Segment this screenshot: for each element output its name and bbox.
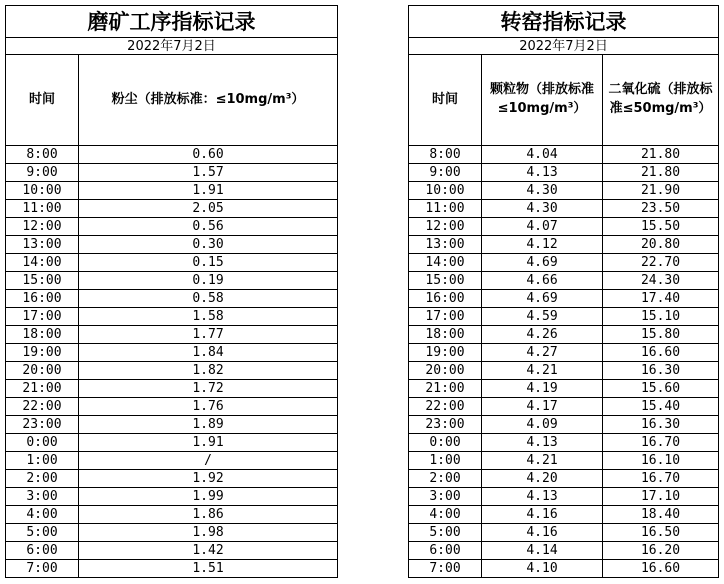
- kiln-cell-so2: 24.30: [603, 272, 719, 290]
- kiln-cell-time: 10:00: [409, 182, 482, 200]
- kiln-cell-so2: 16.70: [603, 434, 719, 452]
- kiln-cell-so2: 15.50: [603, 218, 719, 236]
- kiln-cell-so2: 21.90: [603, 182, 719, 200]
- mill-cell-dust: 0.56: [79, 218, 338, 236]
- kiln-cell-time: 2:00: [409, 470, 482, 488]
- kiln-cell-so2: 23.50: [603, 200, 719, 218]
- mill-cell-dust: 1.82: [79, 362, 338, 380]
- kiln-cell-time: 19:00: [409, 344, 482, 362]
- kiln-cell-pm: 4.12: [482, 236, 603, 254]
- kiln-col-time-header: 时间: [409, 55, 482, 146]
- kiln-cell-time: 22:00: [409, 398, 482, 416]
- table-row: [6, 182, 338, 200]
- kiln-cell-time: 0:00: [409, 434, 482, 452]
- table-row: [409, 560, 719, 578]
- kiln-cell-so2: 16.30: [603, 362, 719, 380]
- kiln-cell-so2: 16.10: [603, 452, 719, 470]
- kiln-cell-so2: 18.40: [603, 506, 719, 524]
- mill-cell-dust: 1.99: [79, 488, 338, 506]
- mill-cell-time: 1:00: [6, 452, 79, 470]
- kiln-cell-so2: 15.10: [603, 308, 719, 326]
- table-row: [6, 416, 338, 434]
- kiln-cell-pm: 4.30: [482, 200, 603, 218]
- kiln-cell-pm: 4.14: [482, 542, 603, 560]
- kiln-cell-time: 18:00: [409, 326, 482, 344]
- kiln-cell-pm: 4.66: [482, 272, 603, 290]
- kiln-cell-time: 9:00: [409, 164, 482, 182]
- mill-cell-dust: 1.77: [79, 326, 338, 344]
- mill-cell-time: 0:00: [6, 434, 79, 452]
- mill-cell-time: 20:00: [6, 362, 79, 380]
- kiln-cell-time: 20:00: [409, 362, 482, 380]
- table-row: [409, 182, 719, 200]
- mill-cell-time: 16:00: [6, 290, 79, 308]
- kiln-cell-pm: 4.69: [482, 254, 603, 272]
- table-row: [409, 452, 719, 470]
- table-row: [6, 200, 338, 218]
- mill-cell-dust: 1.84: [79, 344, 338, 362]
- kiln-cell-so2: 22.70: [603, 254, 719, 272]
- mill-cell-time: 4:00: [6, 506, 79, 524]
- kiln-cell-pm: 4.07: [482, 218, 603, 236]
- kiln-cell-so2: 16.30: [603, 416, 719, 434]
- mill-cell-dust: 1.86: [79, 506, 338, 524]
- kiln-cell-so2: 20.80: [603, 236, 719, 254]
- mill-cell-time: 23:00: [6, 416, 79, 434]
- mill-cell-time: 14:00: [6, 254, 79, 272]
- mill-col-dust-header: 粉尘（排放标准：≤10mg/m³）: [79, 55, 338, 146]
- table-row: [6, 506, 338, 524]
- mill-cell-time: 5:00: [6, 524, 79, 542]
- kiln-record-table: [408, 5, 719, 578]
- kiln-cell-so2: 16.60: [603, 344, 719, 362]
- kiln-cell-pm: 4.26: [482, 326, 603, 344]
- mill-table-title: 磨矿工序指标记录: [6, 6, 338, 38]
- table-row: [6, 254, 338, 272]
- kiln-cell-pm: 4.21: [482, 362, 603, 380]
- mill-cell-dust: 2.05: [79, 200, 338, 218]
- kiln-cell-pm: 4.10: [482, 560, 603, 578]
- kiln-cell-pm: 4.09: [482, 416, 603, 434]
- kiln-cell-time: 23:00: [409, 416, 482, 434]
- kiln-cell-pm: 4.19: [482, 380, 603, 398]
- kiln-cell-pm: 4.30: [482, 182, 603, 200]
- table-row: [6, 362, 338, 380]
- mill-cell-time: 17:00: [6, 308, 79, 326]
- kiln-cell-so2: 15.40: [603, 398, 719, 416]
- mill-cell-time: 13:00: [6, 236, 79, 254]
- mill-cell-time: 6:00: [6, 542, 79, 560]
- kiln-cell-pm: 4.16: [482, 506, 603, 524]
- table-row: [6, 398, 338, 416]
- table-row: [409, 470, 719, 488]
- mill-cell-dust: 1.58: [79, 308, 338, 326]
- table-row: [409, 254, 719, 272]
- mill-cell-dust: 1.89: [79, 416, 338, 434]
- kiln-cell-so2: 15.60: [603, 380, 719, 398]
- mill-col-time-header: 时间: [6, 55, 79, 146]
- kiln-cell-time: 7:00: [409, 560, 482, 578]
- mill-cell-dust: 1.91: [79, 182, 338, 200]
- kiln-cell-pm: 4.16: [482, 524, 603, 542]
- kiln-cell-time: 14:00: [409, 254, 482, 272]
- table-row: [6, 290, 338, 308]
- mill-cell-time: 21:00: [6, 380, 79, 398]
- kiln-cell-pm: 4.13: [482, 164, 603, 182]
- table-row: [6, 344, 338, 362]
- table-row: [409, 524, 719, 542]
- mill-cell-dust: 0.58: [79, 290, 338, 308]
- table-row: [6, 488, 338, 506]
- mill-cell-dust: 1.98: [79, 524, 338, 542]
- table-row: [6, 452, 338, 470]
- mill-cell-time: 19:00: [6, 344, 79, 362]
- mill-cell-time: 7:00: [6, 560, 79, 578]
- table-row: [6, 380, 338, 398]
- mill-cell-time: 15:00: [6, 272, 79, 290]
- kiln-cell-so2: 16.60: [603, 560, 719, 578]
- mill-cell-time: 12:00: [6, 218, 79, 236]
- mill-cell-time: 18:00: [6, 326, 79, 344]
- table-row: [409, 416, 719, 434]
- table-row: [409, 542, 719, 560]
- kiln-cell-so2: 17.10: [603, 488, 719, 506]
- table-row: [409, 506, 719, 524]
- table-row: [409, 434, 719, 452]
- kiln-cell-so2: 16.70: [603, 470, 719, 488]
- kiln-cell-pm: 4.21: [482, 452, 603, 470]
- mill-cell-time: 22:00: [6, 398, 79, 416]
- table-row: [409, 272, 719, 290]
- kiln-cell-pm: 4.59: [482, 308, 603, 326]
- kiln-cell-pm: 4.04: [482, 146, 603, 164]
- mill-cell-dust: 1.91: [79, 434, 338, 452]
- table-row: [6, 542, 338, 560]
- kiln-cell-time: 15:00: [409, 272, 482, 290]
- kiln-cell-time: 6:00: [409, 542, 482, 560]
- kiln-cell-pm: 4.20: [482, 470, 603, 488]
- mill-record-table: [5, 5, 338, 578]
- table-row: [409, 200, 719, 218]
- mill-cell-dust: 0.60: [79, 146, 338, 164]
- table-row: [409, 344, 719, 362]
- kiln-cell-time: 5:00: [409, 524, 482, 542]
- kiln-cell-so2: 21.80: [603, 146, 719, 164]
- kiln-cell-time: 1:00: [409, 452, 482, 470]
- table-row: [6, 272, 338, 290]
- kiln-cell-time: 13:00: [409, 236, 482, 254]
- kiln-cell-time: 12:00: [409, 218, 482, 236]
- table-row: [6, 218, 338, 236]
- kiln-cell-time: 3:00: [409, 488, 482, 506]
- table-row: [6, 164, 338, 182]
- mill-cell-dust: 1.51: [79, 560, 338, 578]
- table-row: [409, 146, 719, 164]
- table-row: [409, 398, 719, 416]
- mill-cell-dust: 1.92: [79, 470, 338, 488]
- kiln-cell-pm: 4.17: [482, 398, 603, 416]
- kiln-cell-so2: 16.20: [603, 542, 719, 560]
- kiln-cell-time: 11:00: [409, 200, 482, 218]
- mill-table-date: 2022年7月2日: [6, 38, 338, 55]
- mill-cell-dust: 1.57: [79, 164, 338, 182]
- mill-cell-time: 10:00: [6, 182, 79, 200]
- mill-cell-dust: 1.76: [79, 398, 338, 416]
- table-row: [409, 326, 719, 344]
- mill-cell-time: 9:00: [6, 164, 79, 182]
- table-row: [409, 488, 719, 506]
- table-row: [409, 380, 719, 398]
- table-row: [6, 524, 338, 542]
- mill-cell-dust: 1.42: [79, 542, 338, 560]
- table-row: [409, 308, 719, 326]
- kiln-cell-pm: 4.13: [482, 488, 603, 506]
- table-row: [6, 560, 338, 578]
- kiln-cell-so2: 21.80: [603, 164, 719, 182]
- kiln-cell-pm: 4.27: [482, 344, 603, 362]
- mill-cell-time: 8:00: [6, 146, 79, 164]
- mill-cell-time: 2:00: [6, 470, 79, 488]
- kiln-cell-time: 16:00: [409, 290, 482, 308]
- kiln-table-title: 转窑指标记录: [409, 6, 719, 38]
- kiln-cell-pm: 4.69: [482, 290, 603, 308]
- table-row: [409, 236, 719, 254]
- mill-cell-time: 11:00: [6, 200, 79, 218]
- kiln-col-pm-header: 颗粒物（排放标准≤10mg/m³）: [482, 55, 603, 146]
- kiln-cell-so2: 16.50: [603, 524, 719, 542]
- table-row: [6, 236, 338, 254]
- table-row: [6, 326, 338, 344]
- mill-cell-dust: 0.19: [79, 272, 338, 290]
- kiln-cell-time: 4:00: [409, 506, 482, 524]
- kiln-col-so2-header: 二氧化硫（排放标准≤50mg/m³）: [603, 55, 719, 146]
- kiln-cell-so2: 15.80: [603, 326, 719, 344]
- table-row: [409, 362, 719, 380]
- kiln-cell-time: 17:00: [409, 308, 482, 326]
- table-row: [409, 290, 719, 308]
- kiln-cell-so2: 17.40: [603, 290, 719, 308]
- mill-cell-time: 3:00: [6, 488, 79, 506]
- mill-cell-dust: 0.15: [79, 254, 338, 272]
- kiln-table-date: 2022年7月2日: [409, 38, 719, 55]
- table-row: [6, 434, 338, 452]
- table-row: [6, 470, 338, 488]
- table-row: [6, 146, 338, 164]
- table-row: [6, 308, 338, 326]
- table-row: [409, 164, 719, 182]
- kiln-cell-pm: 4.13: [482, 434, 603, 452]
- kiln-cell-time: 21:00: [409, 380, 482, 398]
- mill-cell-dust: 0.30: [79, 236, 338, 254]
- kiln-cell-time: 8:00: [409, 146, 482, 164]
- mill-cell-dust: 1.72: [79, 380, 338, 398]
- mill-cell-dust: /: [79, 452, 338, 470]
- table-row: [409, 218, 719, 236]
